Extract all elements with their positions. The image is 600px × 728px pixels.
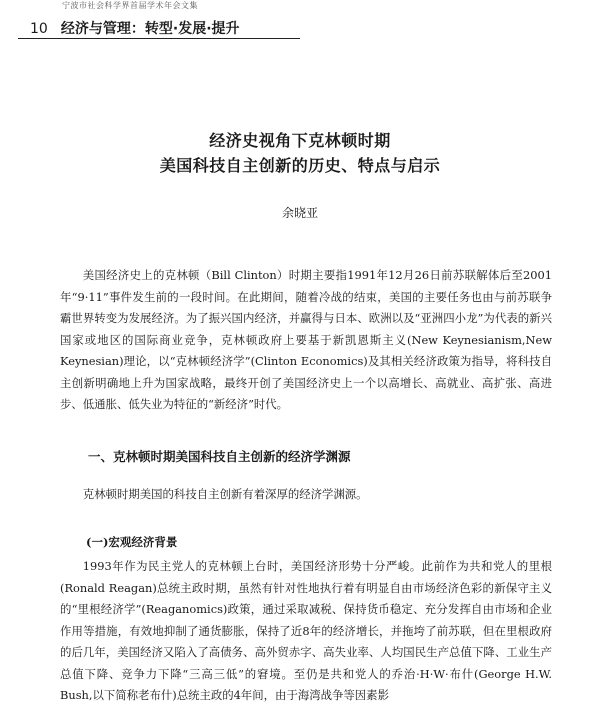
article-title-line-2: 美国科技自主创新的历史、特点与启示 bbox=[159, 156, 441, 175]
author-name: 余晓亚 bbox=[281, 206, 318, 220]
section-intro: 克林顿时期美国的科技自主创新有着深厚的经济学渊源。 bbox=[82, 487, 368, 501]
paragraph-macro-background: 1993年作为民主党人的克林顿上台时，美国经济形势十分严峻。此前作为共和党人的里根(Ronald Reagan)总统主政时期，虽然有针对性地执行着有明显自由市场经济色彩的新保守主义的“里根经济学”(Reaganomics)政策，通过采取减税、保持货币稳定、充分发挥自由市场和企业作用等措施，有效地抑制了通货膨胀，保持了近8年的经济增长，并拖垮了前苏联，但在里根政府的后几年，美国经济又陷入了高债务、高外贸赤字、高失业率、人均国民生产总值下降、工业生产总值下降、竞争力下降“三高三低”的窘境。至仍是共和党人的乔治·H·W·布什(George H.W. Bush,以下简称老布什)总统主政的4年间，由于海湾战争等因素影 bbox=[60, 559, 552, 702]
subsection-heading: (一)宏观经济背景 bbox=[86, 535, 178, 549]
page-number: 10 bbox=[30, 21, 48, 37]
article-title-line-1: 经济史视角下克林顿时期 bbox=[209, 131, 391, 150]
running-header bbox=[30, 18, 240, 38]
running-header-top: 宁波市社会科学界首届学术年会文集 bbox=[62, 1, 198, 10]
paragraph-intro: 美国经济史上的克林顿（Bill Clinton）时期主要指1991年12月26日前苏联解体后至2001年“9·11”事件发生前的一段时间。在此期间，随着冷战的结束，美国的主要任务也由与前苏联争霸世界转变为发展经济。为了振兴国内经济，并赢得与日本、欧洲以及“亚洲四小龙”为代表的新兴国家或地区的国际商业竞争，克林顿政府上要基于新凯恩斯主义(New Keynesianism,New Keynesian)理论，以“克林顿经济学”(Clinton Economics)及其相关经济政策为指导，将科技自主创新明确地上升为国家战略，最终开创了美国经济史上一个以高增长、高就业、高扩张、高进步、低通胀、低失业为特征的“新经济”时代。 bbox=[60, 268, 552, 411]
header-divider bbox=[18, 38, 300, 39]
book-title: 经济与管理：转型·发展·提升 bbox=[60, 21, 240, 37]
section-heading: 一、克林顿时期美国科技自主创新的经济学渊源 bbox=[88, 449, 351, 464]
